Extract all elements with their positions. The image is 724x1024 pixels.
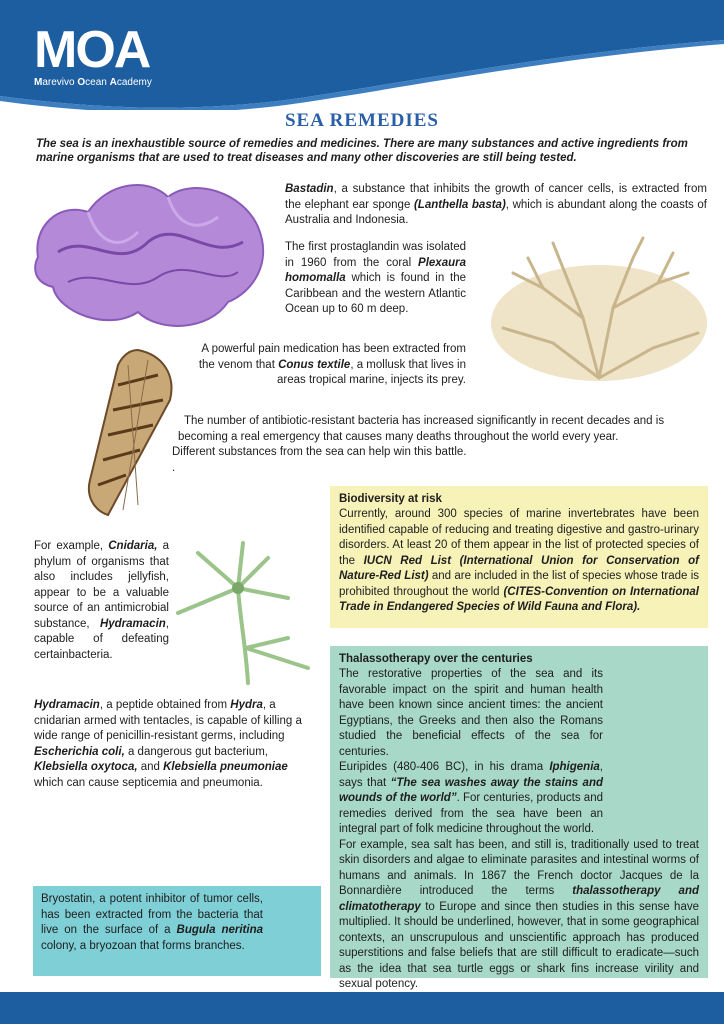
bastadin-paragraph: Bastadin, a substance that inhibits the growth of cancer cells, is extracted from the elephant ear sponge (Lanthella basta), which is abundant along the coasts of Australia and Indonesia. [285, 183, 707, 226]
thalassotherapy-box [330, 646, 708, 990]
biodiversity-box [330, 486, 708, 628]
hydra-illustration [168, 538, 323, 688]
prostaglandin-paragraph: The first prostaglandin was isolated in 1960 from the coral Plexaura homomalla which is found in the Caribbean and the western Atlantic Ocean up to 60 m deep. [285, 241, 466, 315]
cnidaria-paragraph: For example, Cnidaria, a phylum of organisms that also includes jellyfish, appear to be a valuable source of an antimicrobial substance, Hydramacin, capable of defeating certainbacteria. [34, 540, 170, 661]
euripides-text-1: Euripides (480-406 BC), in his drama Iphigenia, says that “The sea washes away the stains and wounds of the world”. For centuries, products and remedies derived from the sea have been an integral part of folk medicine throughout the world. [339, 761, 604, 835]
logo[interactable]: MOA [34, 21, 150, 79]
thalassotherapy-title: Thalassotherapy over the centuries [339, 653, 533, 665]
bryostatin-box [33, 886, 321, 976]
antibiotic-paragraph: The number of antibiotic-resistant bacteria has increased significantly in recent decades and is becoming a real emergency that causes many deaths throughout the world every year. Different substances from the sea can help win this battle. . [172, 415, 665, 474]
page-title: SEA REMEDIES [284, 110, 440, 131]
thalassotherapy-history-text: For example, sea salt has been, and still is, traditionally used to treat skin disorders and algae to eliminate parasites and intestinal worms of humans and animals. In 1867 the French doctor Jacques de la Bonnardière introduced the terms thalassotherapy and climatotherapy to Europe and since then studies in this sense have multiplied. It should be underlined, however, that in some geographical contexts, an unscrupulous and unscientific approach has produced superstitions and false beliefs that are still difficult to eradicate—such as the idea that sea turtle eggs or shark fins increase virility and sexual potency. [339, 838, 699, 990]
hydramacin-paragraph: Hydramacin, a peptide obtained from Hydra, a cnidarian armed with tentacles, is capable of killing a wide range of penicillin-resistant germs, including Escherichia coli, a dangerous gut bacterium, Klebsiella oxytoca, and Klebsiella pneumoniae which can cause septicemia and pneumonia. [34, 699, 302, 789]
thalassotherapy-intro: The restorative properties of the sea and its favorable impact on the spirit and human health have been known since ancient times: the ancient Egyptians, the Greeks and then also the Romans studied the beneficial effects of the sea for centuries. [339, 668, 603, 758]
biodiversity-text: Currently, around 300 species of marine invertebrates have been identified capable of reducing and treating digestive and gastro-urinary disorders. At least 20 of them appear in the list of protected species of the IUCN Red List (International Union for Conservation of Nature-Red List) and are included in the list of species whose trade is prohibited throughout the world (CITES-Convention on International Trade in Endangered Species of Wild Fauna and Flora). [339, 508, 699, 613]
biodiversity-title: Biodiversity at risk [339, 493, 442, 505]
elephant-ear-sponge-illustration [28, 172, 273, 337]
plexaura-coral-illustration [483, 228, 715, 390]
pain-medication-paragraph: A powerful pain medication has been extracted from the venom that Conus textile, a mollusk that lives in areas tropical marine, injects its prey. [198, 343, 466, 386]
logo-subtitle: Marevivo Ocean Academy [34, 77, 152, 88]
footer-bar [0, 992, 724, 1024]
intro-text: The sea is an inexhaustible source of remedies and medicines. There are many substances and active ingredients from marine organisms that are used to treat diseases and many other discoveries are still being tested. [36, 138, 688, 164]
bryostatin-text: Bryostatin, a potent inhibitor of tumor cells, has been extracted from the bacteria that live on the surface of a Bugula neritina colony, a bryozoan that forms branches. [41, 893, 264, 952]
conus-textile-illustration [78, 345, 178, 520]
